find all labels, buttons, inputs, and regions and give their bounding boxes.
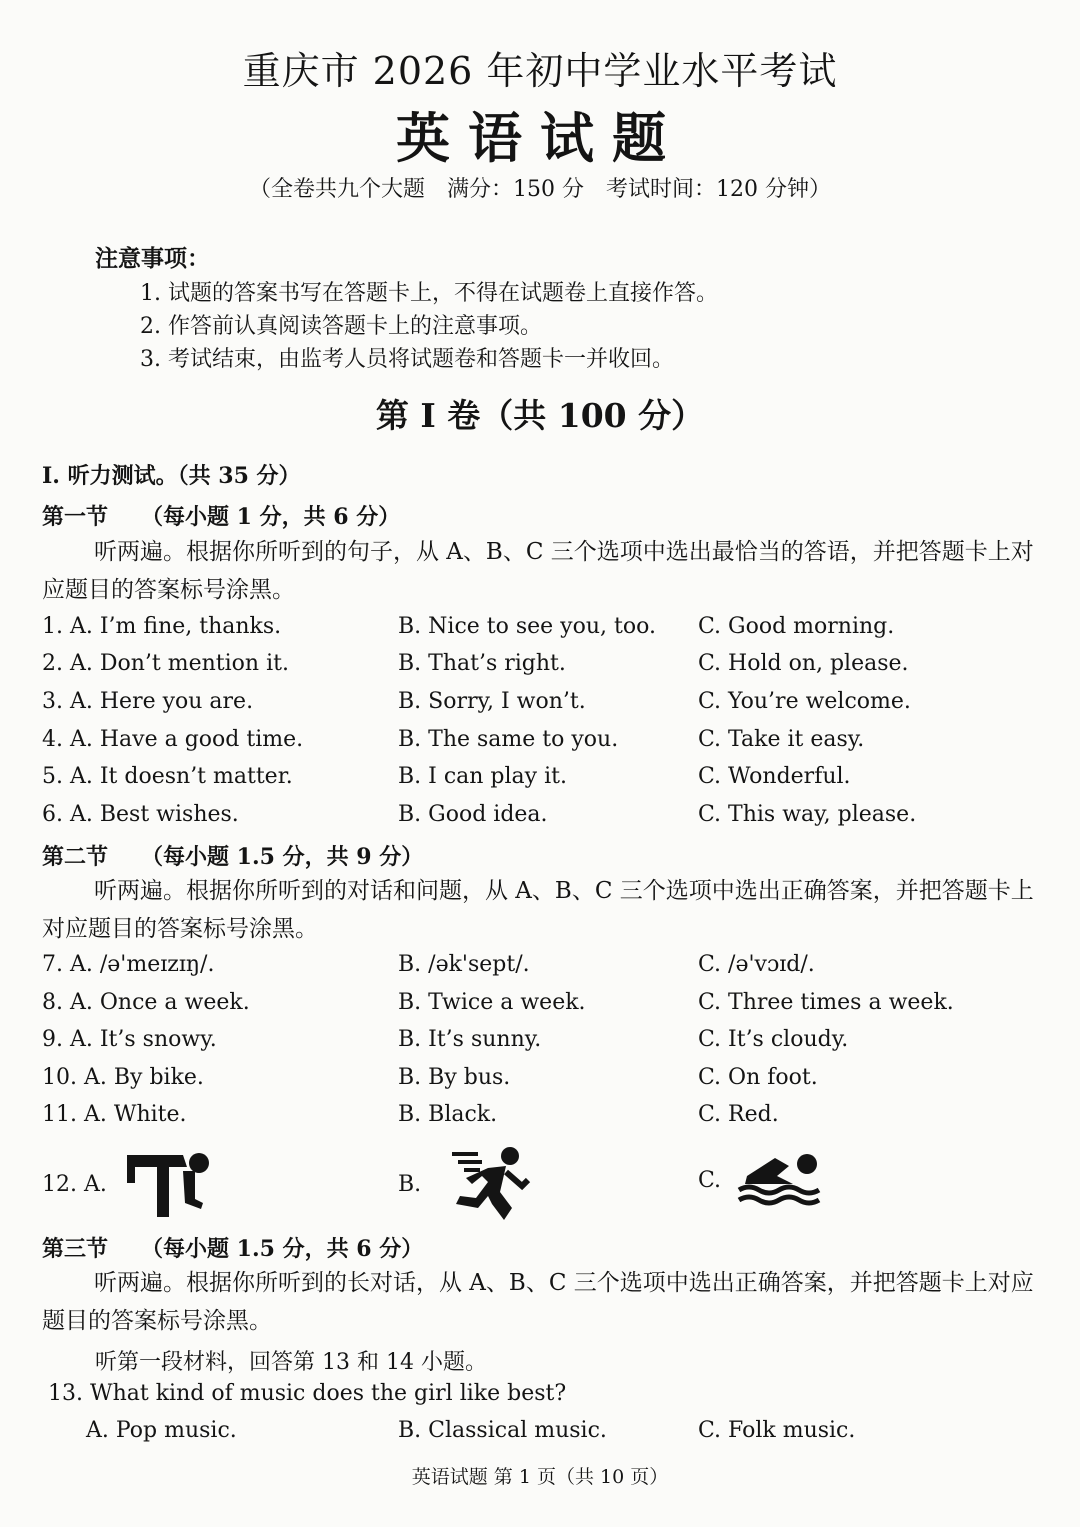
option-c: C. Three times a week. [698, 990, 954, 1015]
part2-heading: 第二节 （每小题 1.5 分，共 9 分） [42, 844, 424, 870]
option-b: B. Twice a week. [398, 990, 586, 1015]
option-b: B. /ək'sept/. [398, 952, 530, 977]
page-footer: 英语试题 第 1 页（共 10 页） [411, 1466, 669, 1488]
option-b: B. By bus. [398, 1065, 511, 1090]
option-c: C. [698, 1168, 722, 1193]
exam-title: 重庆市 2026 年初中学业水平考试 [242, 49, 838, 93]
option-c: C. This way, please. [698, 802, 917, 827]
option-a: 1. A. I’m fine, thanks. [42, 614, 282, 639]
option-c: C. Hold on, please. [698, 651, 909, 676]
option-a: A. Pop music. [86, 1418, 237, 1443]
option-a: 8. A. Once a week. [42, 990, 250, 1015]
subject-title: 英语试题 [396, 106, 684, 170]
notes-heading: 注意事项： [95, 245, 210, 272]
option-b: B. The same to you. [398, 727, 619, 752]
option-a: 2. A. Don’t mention it. [42, 651, 289, 676]
option-a: 5. A. It doesn’t matter. [42, 764, 293, 789]
option-b: B. Good idea. [398, 802, 548, 827]
part3-instruction: 听两遍。根据你所听到的长对话，从 A、B、C 三个选项中选出正确答案，并把答题卡上对应题目的答案标号涂黑。 [42, 1270, 1034, 1334]
option-b: B. That’s right. [398, 651, 566, 676]
part1-heading: 第一节 （每小题 1 分，共 6 分） [42, 504, 401, 530]
option-b: B. Classical music. [398, 1418, 607, 1443]
option-a: 10. A. By bike. [42, 1065, 204, 1090]
swimming-icon [737, 1150, 823, 1206]
option-c: C. It’s cloudy. [698, 1027, 849, 1052]
option-c: C. You’re welcome. [698, 689, 911, 714]
note-item: 3. 考试结束，由监考人员将试题卷和答题卡一并收回。 [140, 347, 674, 372]
option-a: 9. A. It’s snowy. [42, 1027, 217, 1052]
option-b: B. I can play it. [398, 764, 567, 789]
part1-instruction: 听两遍。根据你所听到的句子，从 A、B、C 三个选项中选出最恰当的答语，并把答题卡上对应题目的答案标号涂黑。 [42, 539, 1034, 603]
volume-heading: 第 I 卷（共 100 分） [375, 396, 705, 435]
part2-instruction: 听两遍。根据你所听到的对话和问题，从 A、B、C 三个选项中选出正确答案，并把答题卡上对应题目的答案标号涂黑。 [42, 878, 1034, 942]
question-stem: 13. What kind of music does the girl like best? [48, 1381, 567, 1406]
option-b: B. Sorry, I won’t. [398, 689, 586, 714]
note-item: 1. 试题的答案书写在答题卡上，不得在试题卷上直接作答。 [140, 281, 718, 306]
option-c: C. Wonderful. [698, 764, 851, 789]
option-a: 6. A. Best wishes. [42, 802, 239, 827]
option-a: 7. A. /ə'meɪzɪŋ/. [42, 952, 215, 977]
option-a: 12. A. [42, 1172, 107, 1197]
option-a: 11. A. White. [42, 1102, 187, 1127]
part3-heading: 第三节 （每小题 1.5 分，共 6 分） [42, 1236, 424, 1262]
option-c: C. Take it easy. [698, 727, 865, 752]
option-b: B. It’s sunny. [398, 1027, 542, 1052]
listening-heading: I. 听力测试。（共 35 分） [42, 463, 301, 489]
option-a: 3. A. Here you are. [42, 689, 254, 714]
option-a: 4. A. Have a good time. [42, 727, 304, 752]
option-b: B. Black. [398, 1102, 498, 1127]
option-b: B. Nice to see you, too. [398, 614, 656, 639]
option-c: C. Good morning. [698, 614, 895, 639]
option-c: C. Red. [698, 1102, 779, 1127]
part3-sub-instruction: 听第一段材料，回答第 13 和 14 小题。 [95, 1350, 487, 1375]
exam-meta: （全卷共九个大题 满分：150 分 考试时间：120 分钟） [249, 177, 831, 202]
sport-icon-a [125, 1143, 217, 1221]
option-b: B. [398, 1172, 422, 1197]
option-c: C. /ə'vɔɪd/. [698, 952, 815, 977]
option-c: C. Folk music. [698, 1418, 856, 1443]
option-c: C. On foot. [698, 1065, 818, 1090]
note-item: 2. 作答前认真阅读答题卡上的注意事项。 [140, 314, 542, 339]
running-icon [448, 1142, 532, 1224]
